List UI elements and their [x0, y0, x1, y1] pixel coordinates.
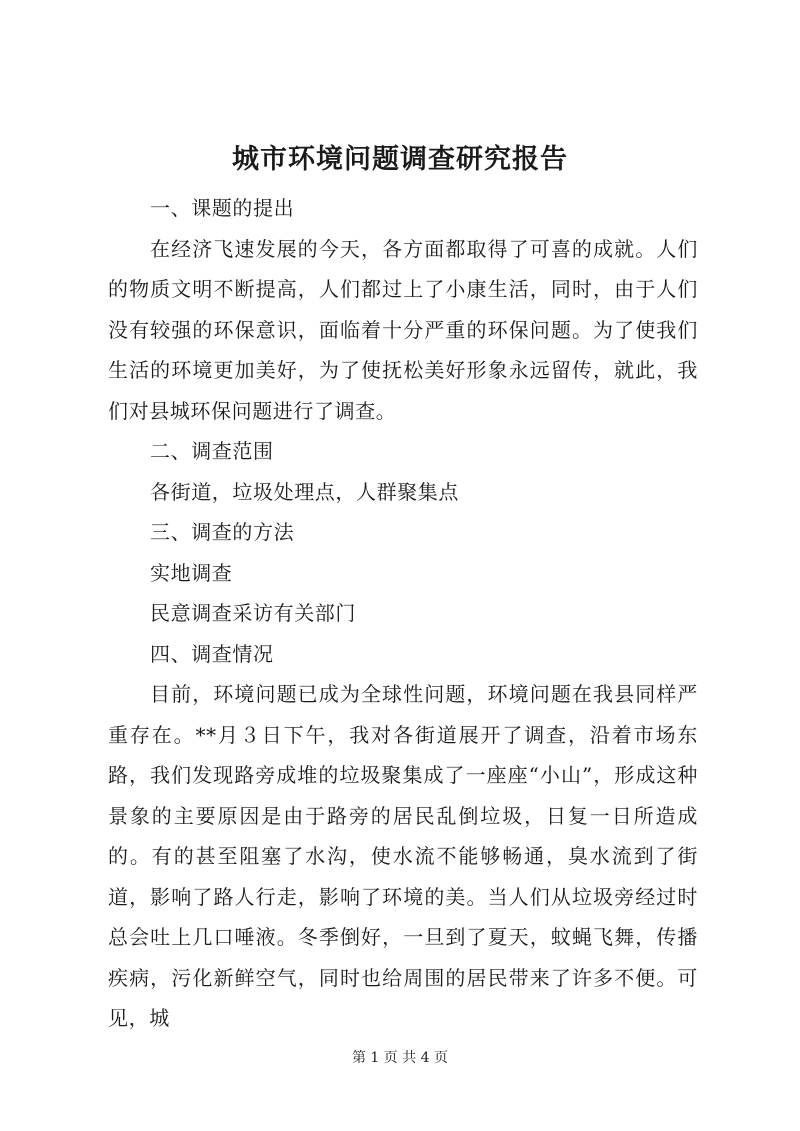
- page-footer: 第 1 页 共 4 页: [351, 1050, 449, 1066]
- section-heading-1: 一、课题的提出: [150, 196, 295, 220]
- section-heading-2: 二、调查范围: [150, 439, 274, 463]
- paragraph-scope: 各街道，垃圾处理点，人群聚集点: [150, 479, 459, 504]
- paragraph-intro: 在经济飞速发展的今天，各方面都取得了可喜的成就。人们的物质文明不断提高，人们都过上了小康生活，同时，由于人们没有较强的环保意识，面临着十分严重的环保问题。为了使我们生活的环境更加美好，为了使抚松美好形象永远留传，就此，我们对县城环保问题进行了调查。: [108, 236, 698, 423]
- document-body: [108, 188, 698, 1039]
- paragraph-method-1: 实地调查: [150, 560, 233, 585]
- paragraph-situation: 目前，环境问题已成为全球性问题，环境问题在我县同样严重存在。**月３日下午，我对各街道展开了调查，沿着市场东路，我们发现路旁成堆的垃圾聚集成了一座座“小山”，形成这种景象的主要原因是由于路旁的居民乱倒垃圾，日复一日所造成的。有的甚至阻塞了水沟，使水流不能够畅通，臭水流到了街道，影响了路人行走，影响了环境的美。当人们从垃圾旁经过时总会吐上几口唾液。冬季倒好，一旦到了夏天，蚊蝇飞舞，传播疾病，污化新鲜空气，同时也给周围的居民带来了许多不便。可见，城: [108, 682, 698, 1030]
- paragraph-method-2: 民意调查采访有关部门: [150, 601, 356, 625]
- section-heading-3: 三、调查的方法: [150, 520, 295, 544]
- document-title: 城市环境问题调查研究报告: [232, 144, 568, 175]
- section-heading-4: 四、调查情况: [150, 641, 274, 666]
